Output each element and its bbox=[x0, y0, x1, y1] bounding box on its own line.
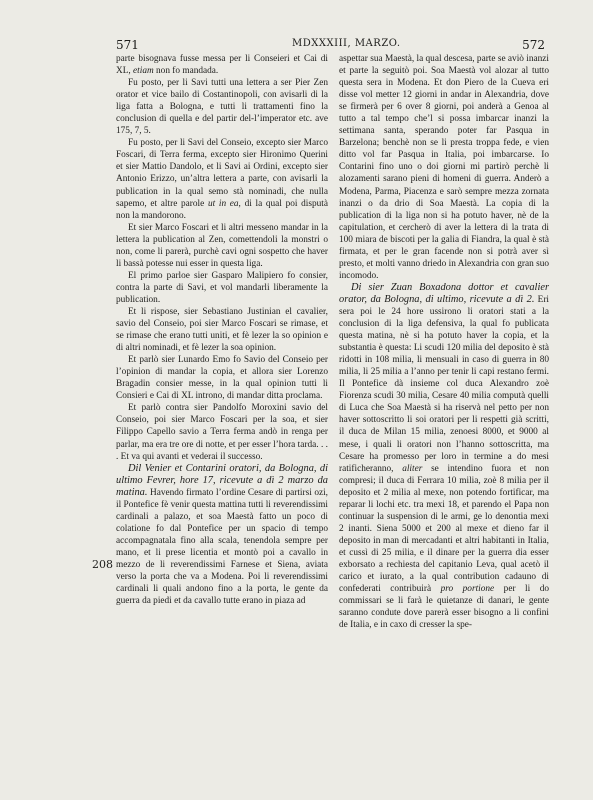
paragraph: Et parlò contra sier Pandolfo Moroxini savio del Conseio, poi sier Marco Foscari per la soa, et sier Filippo Capello savio a Terra ferma andò in renga per parlar, ma era tre ore di notte, et per esser l’hora tarda. . . . Et va qui avanti et vederai il successo. bbox=[116, 403, 328, 462]
paragraph: El primo parloe sier Gasparo Malipiero fo consier, contra la parte di Savi, et vol mandarli liberamente la publication. bbox=[116, 270, 328, 305]
letter-entry: Dil Venier et Contarini oratori, da Bologna, di ultimo Fevrer, hore 17, ricevute a dì 2 marzo da matina. Havendo firmato l’ordine Cesare di partirsi ozi, il Pontefice fè venir questa mattina tutti li reverendissimi cardinali a palazo, et soa Maestà fatto un poco di colatione fo dal Pontefice per un spacio di tempo accompagnatala fino alla scala, tenendola sempre per mano, et li prese licentia et montò poi a cavallo in mezzo de li reverendissimi Farnese et Siena, aviata verso la porta che va a Modena. Poi li reverendissimi cardinali li quali andono fino a la porta, le gente da guerra da piedi et da cavallo tutte erano in piaza ad bbox=[116, 462, 329, 607]
page-number-left: 571 bbox=[116, 38, 139, 52]
paragraph: parte bisognava fusse messa per li Conseieri et Cai di XL, etiam non fo mandada. bbox=[116, 54, 328, 77]
right-column bbox=[339, 53, 549, 631]
paragraph: Et parlò sier Lunardo Emo fo Savio del Conseio per l’opinion di mandar la copia, et allora sier Lorenzo Bragadin consier messe, in la qual opinion tutti li Consieri e Cai di XL introno, di mandar ditta proclama. bbox=[116, 355, 328, 402]
letter-entry: Di sier Zuan Boxadona dottor et cavalier orator, da Bologna, di ultimo, ricevute a dì 2. Eri sera poi le 24 hore ussirono li oratori stati a la conclusion di la liga defensiva, la qual fo publicata questa matina, nè si ha potuto haver la copia, et la substantia è questa: Li scudi 120 milia del deposito è stà ridotti in 108 milia, li mensuali in caso di guerra in 80 milia, li 25 milia a l’anno per tenir li capi restano fermi. Il Pontefice dà insieme col duca Alexandro zoè Fiorenza scudi 30 milia, Cesare 40 milia computà quelli di Luca che Soa Maestà si ha riservà nel petto per non haver sottoscritto li soi oratori per li respetti già scritti, il duca de Milan 15 milia, zenoesi 8000, et 9000 al mese, i quali li oratori non l’hanno sottoscritta, ma Cesare ha promesso per loro in termine a do mesi ratificheranno, aliter se intendino fuora et non compresi; il duca di Ferrara 10 milia, zoè 8 milia per il deposito et 2 milia al mexe, non potendo fortificar, ma reparar li lochi etc. tra mexi 18, et parendo el Papa non continuar la suspension di le armi, ge lo denontia mexi 2 inanti. Siena 5000 et 200 al mexe et dieno far il deposito in man di mercadanti et altri habitanti in Italia, et cussì di 25 milia, e il dinare per la guerra dia esser exborsato a rechiesta del capitanio Leva, qual acetò il carico et iurato, a la qual contribution cadauno di confederati contribuirà pro portione per li do commissari se li farà le quietanze di danari, le gente saranno condute dove parerà esser bisogno a li confini de Italia, e in caxo di cresser la spe- bbox=[339, 281, 550, 631]
page-number-right: 572 bbox=[522, 38, 545, 52]
paragraph: Fu posto, per li Savi tutti una lettera a ser Pier Zen orator et vice bailo di Costantinopoli, con avisarli di la liga fatta a Bologna, e tutti li trattamenti fino la conclusion di quella e del partir del-l’imperator etc. ave 175, 7, 5. bbox=[116, 78, 328, 137]
left-column bbox=[116, 53, 328, 607]
paragraph: aspettar sua Maestà, la qual descesa, parte se aviò inanzi et parte la seguitò poi. Soa Maestà vol alozar al tutto questa sera in Modena. Et don Piero de la Cueva eri disse vol metter 12 giorni in andar in Alexandria, dove se firmerà per 6 over 8 giorni, poi anderà a Genoa al tutto a tal tempo che’l si possa imbarcar inanzi la settimana santa, sperando poter far Pasqua in Barzelona; benchè non se li presta troppa fede, e vien ditto vol far Pasqua in Italia, poi imbarcarse. Io Contarini fino uno o doi giorni mi partirò perchè li alozamenti sarano pieni di homeni di guerra. Anderò a Modena, Parma, Piacenza e sarò sempre mezza zornata inanzi o da drio di Soa Maestà. La copia di la publication di la liga non si ha potuto haver, nè de la capitulation, et cercherò di aver la lettera di la trata di 100 miara de biscoti per la galia di Fiandra, la qual è stà firmata, et per le gran facende non si potrà aver sì presto, et molti vanno driedo in Alexandria con gran suo incomodo. bbox=[339, 54, 549, 281]
running-title: MDXXXIII, MARZO. bbox=[292, 38, 401, 49]
entry-heading: Dil Venier et Contarini oratori, da Bologna, di ultimo Fevrer, hore 17, ricevute a dì 2 marzo da matina. bbox=[116, 462, 328, 498]
paragraph: Et li rispose, sier Sebastiano Justinian el cavalier, savio del Conseio, poi sier Marco Foscari se rimase, et se rimase che erano tutti uniti, et fè lezer la so opinion e di altri nominadi, et fè lezer la soa opinion. bbox=[116, 306, 328, 354]
running-header bbox=[0, 38, 593, 54]
paragraph: Fu posto, per li Savi del Conseio, excepto sier Marco Foscari, di Terra ferma, excepto sier Hironimo Querini et sier Mattio Dandolo, et li Savi ai Ordini, excepto sier Antonio Erizzo, un’altra lettera a parte, con avisarli la publication in la qual semo stà nominadi, che nulla sapemo, et altre parole ut in ea, di la qual poi disputà non la mandorono. bbox=[116, 138, 328, 221]
entry-heading: Di sier Zuan Boxadona dottor et cavalier orator, da Bologna, di ultimo, ricevute a dì 2. bbox=[339, 281, 549, 305]
paragraph: Et sier Marco Foscari et li altri messeno mandar in la lettera la publication al Zen, comettendoli la monstri o non, come li parerà, purchè cavi ogni sospetto che haver li bassà potesse nui esser in questa liga. bbox=[116, 222, 328, 269]
margin-note-number: 208 bbox=[92, 558, 113, 571]
